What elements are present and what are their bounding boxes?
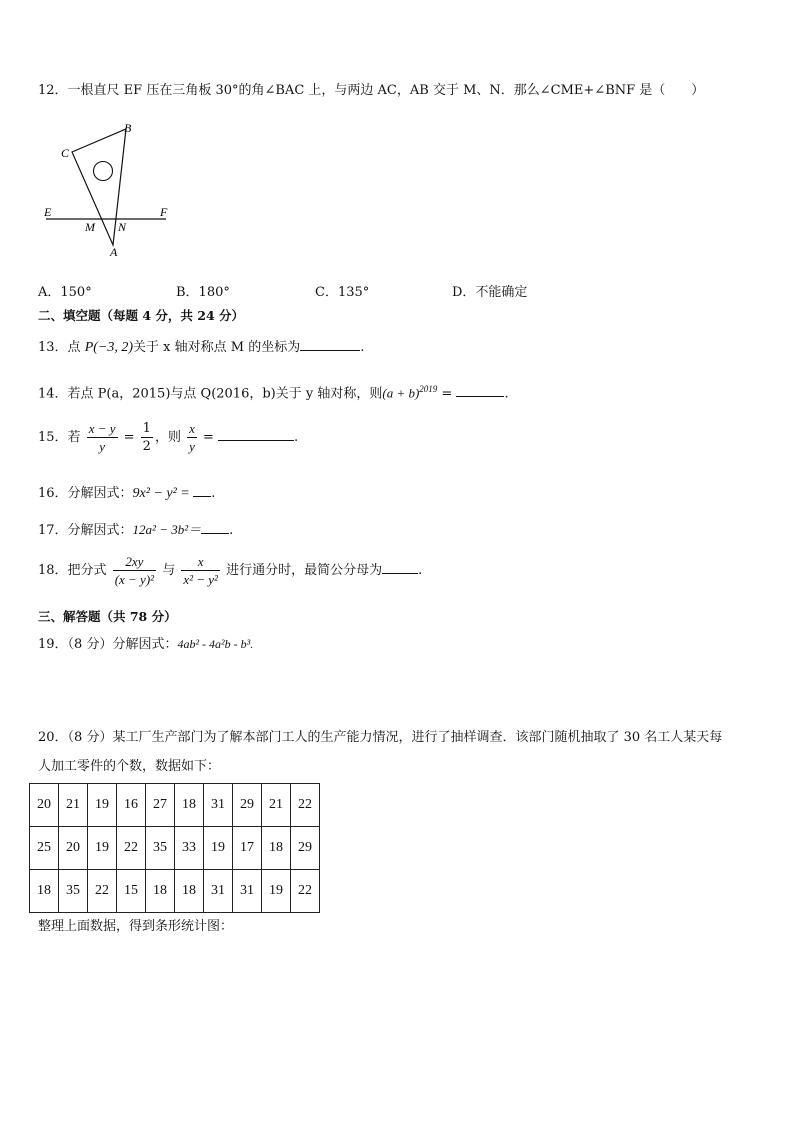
table-cell: 17 — [233, 827, 262, 870]
table-cell: 31 — [204, 784, 233, 827]
table-cell: 35 — [59, 870, 88, 913]
q20-data-table — [29, 783, 320, 913]
q20-line-1: 20．（8 分）某工厂生产部门为了解本部门工人的生产能力情况，进行了抽样调查．该部门随机抽取了 30 名工人某天每 — [38, 730, 723, 745]
table-row — [30, 870, 320, 913]
q12-option-b: B．180° — [176, 285, 230, 300]
q18-answer-blank[interactable] — [382, 561, 418, 574]
table-row — [30, 827, 320, 870]
table-cell: 33 — [175, 827, 204, 870]
table-cell: 22 — [291, 870, 320, 913]
triangle-hole — [94, 162, 113, 181]
q12-option-d: D．不能确定 — [452, 285, 528, 300]
table-cell: 20 — [59, 827, 88, 870]
label-m: M — [85, 220, 95, 234]
q17-expr: 12a² − 3b²＝ — [132, 522, 202, 537]
q19-expr: 4ab² - 4a²b - b³. — [177, 637, 254, 651]
q14-exp: 2019 — [419, 384, 438, 394]
label-b: B — [124, 121, 132, 135]
table-cell: 22 — [117, 827, 146, 870]
q16: 16．分解因式：9x² − y² = . — [38, 486, 216, 501]
label-f: F — [160, 205, 168, 219]
q18-frac-1: $\frac{2xy}{\text{(x − y)²}}$ — [114, 554, 155, 587]
table-cell: 19 — [88, 827, 117, 870]
q14-eq: = — [437, 386, 457, 402]
table-cell: 18 — [175, 784, 204, 827]
table-cell: 19 — [88, 784, 117, 827]
table-cell: 20 — [30, 784, 59, 827]
table-cell: 29 — [233, 784, 262, 827]
q17-pre: 17．分解因式： — [38, 523, 133, 538]
q13-point: P(−3, 2) — [84, 340, 134, 355]
q20-line-2: 人加工零件的个数，数据如下： — [38, 759, 221, 774]
table-cell: 21 — [262, 784, 291, 827]
table-cell: 31 — [204, 870, 233, 913]
q15: 15．若 $\frac{x - y}{y}$ = $\frac{1}{2}$ ，则 $\frac{x}{y}$ = . — [38, 421, 299, 454]
table-cell: 19 — [204, 827, 233, 870]
q14-answer-blank[interactable] — [456, 384, 504, 397]
label-a: A — [110, 245, 118, 259]
label-c: C — [61, 146, 70, 160]
q20-after-table: 整理上面数据，得到条形统计图： — [38, 919, 234, 934]
q18-pre: 18．把分式 — [38, 563, 111, 578]
q17: 17．分解因式：12a² − 3b²＝ . — [38, 522, 234, 538]
q13-pre: 13．点 — [38, 340, 85, 355]
q15-frac-2: $\frac{1}{2}$ — [142, 421, 151, 454]
triangle-ruler-figure — [40, 118, 180, 268]
q18: 18．把分式 $\frac{2xy}{\text{(x − y)²}}$ 与 $\frac{x}{\text{x² − y²}}$ 进行通分时，最简公分母为 . — [38, 554, 423, 587]
q17-answer-blank[interactable] — [201, 521, 229, 534]
table-cell: 15 — [117, 870, 146, 913]
q15-frac-3: $\frac{x}{y}$ — [189, 421, 195, 454]
section-2-heading: 二、填空题（每题 4 分，共 24 分） — [38, 308, 245, 323]
q12-text: 12．一根直尺 EF 压在三角板 30°的角∠BAC 上，与两边 AC，AB 交于 M、N．那么∠CME+∠BNF 是（ ） — [38, 83, 705, 98]
table-cell: 27 — [146, 784, 175, 827]
table-cell: 29 — [291, 827, 320, 870]
q16-pre: 16．分解因式： — [38, 486, 133, 501]
section-3-heading: 三、解答题（共 78 分） — [38, 609, 177, 624]
q19-pre: 19．（8 分）分解因式： — [38, 637, 178, 652]
table-cell: 22 — [291, 784, 320, 827]
q15-frac-1: $\frac{x - y}{y}$ — [88, 421, 116, 454]
table-cell: 18 — [30, 870, 59, 913]
q14-expr: (a + b) — [382, 385, 420, 401]
table-row — [30, 784, 320, 827]
table-cell: 31 — [233, 870, 262, 913]
table-cell: 18 — [146, 870, 175, 913]
q19 — [38, 635, 253, 654]
label-e: E — [44, 205, 52, 219]
q14-pre: 14．若点 P(a，2015)与点 Q(2016，b)关于 y 轴对称，则 — [38, 386, 383, 402]
q14: 14．若点 P(a，2015)与点 Q(2016，b)关于 y 轴对称，则$(a + b)^{2019}$ = . — [38, 384, 509, 402]
q12-option-c: C．135° — [315, 285, 370, 300]
table-cell: 25 — [30, 827, 59, 870]
q16-expr: 9x² − y² = — [132, 486, 194, 501]
table-cell: 18 — [262, 827, 291, 870]
q15-pre: 15．若 — [38, 430, 85, 445]
q18-frac-2: $\frac{x}{\text{x² − y²}}$ — [183, 554, 218, 587]
table-cell: 35 — [146, 827, 175, 870]
q16-answer-blank[interactable] — [193, 484, 211, 497]
table-cell: 22 — [88, 870, 117, 913]
table-cell: 18 — [175, 870, 204, 913]
q13: 13．点 P(−3, 2)关于 x 轴对称点 M 的坐标为 . — [38, 340, 365, 355]
table-cell: 21 — [59, 784, 88, 827]
q13-answer-blank[interactable] — [300, 338, 360, 351]
q13-post: 关于 x 轴对称点 M 的坐标为 — [133, 340, 301, 355]
label-n: N — [118, 220, 127, 234]
q15-answer-blank[interactable] — [218, 428, 294, 441]
table-cell: 16 — [117, 784, 146, 827]
table-cell: 19 — [262, 870, 291, 913]
q12-option-a: A．150° — [38, 285, 92, 300]
